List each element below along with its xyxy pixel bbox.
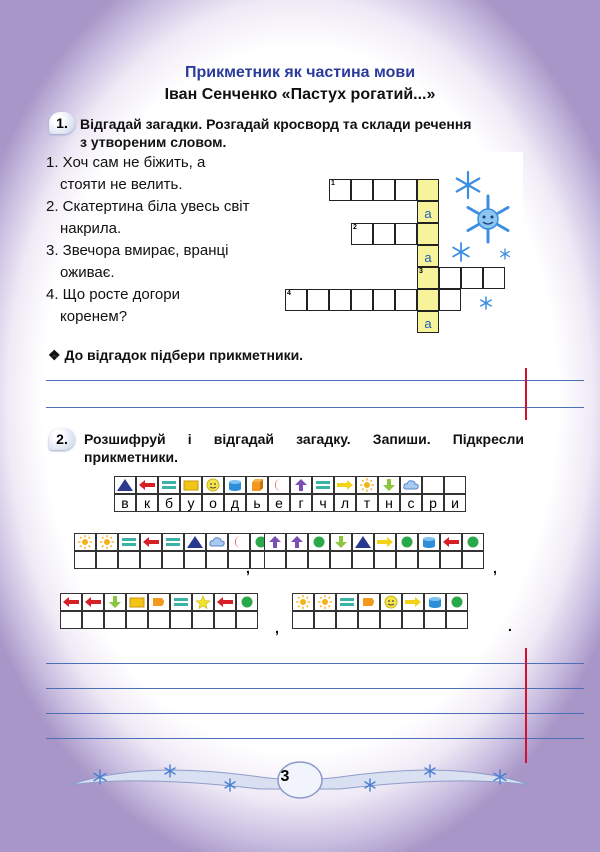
arrow-left-icon xyxy=(60,593,82,611)
page-number: 3 xyxy=(280,768,290,785)
answer-cell[interactable] xyxy=(330,551,352,569)
work-title: Іван Сенченко «Пастух рогатий...» xyxy=(164,86,436,103)
snowflake-icon xyxy=(499,248,511,260)
answer-cell[interactable] xyxy=(286,551,308,569)
arrow-right-icon xyxy=(402,593,424,611)
crossword-key-cell[interactable]: 3 xyxy=(417,267,439,289)
margin-line xyxy=(525,648,527,763)
crescent-icon xyxy=(268,476,290,494)
task-1-line-2: з утвореним словом. xyxy=(80,134,227,150)
answer-cell[interactable] xyxy=(396,551,418,569)
arrow-down-icon xyxy=(330,533,352,551)
circle-icon xyxy=(446,593,468,611)
answer-cell[interactable] xyxy=(314,611,336,629)
answer-cell[interactable] xyxy=(170,611,192,629)
task-2-text xyxy=(84,430,524,466)
arrow-left-icon xyxy=(214,593,236,611)
sun-icon xyxy=(74,533,96,551)
crossword-cell[interactable] xyxy=(373,179,395,201)
answer-cell[interactable] xyxy=(440,551,462,569)
answer-cell[interactable] xyxy=(140,551,162,569)
arrow-up-icon xyxy=(290,476,312,494)
circle-icon xyxy=(462,533,484,551)
crossword-cell[interactable]: 1 xyxy=(329,179,351,201)
answer-cell[interactable] xyxy=(264,551,286,569)
key-letter: л xyxy=(334,494,356,512)
crossword-cell[interactable] xyxy=(329,289,351,311)
answer-cell[interactable] xyxy=(192,611,214,629)
task-1-text xyxy=(80,115,471,151)
answer-cell[interactable] xyxy=(352,551,374,569)
snowflake-icon xyxy=(451,242,471,262)
sun-icon xyxy=(356,476,378,494)
key-letter: г xyxy=(290,494,312,512)
writing-line[interactable] xyxy=(46,688,584,689)
pentagon-icon xyxy=(148,593,170,611)
arrow-right-icon xyxy=(334,476,356,494)
answer-cell[interactable] xyxy=(96,551,118,569)
crossword-key-cell[interactable]: а xyxy=(417,245,439,267)
task-1-line-1: Відгадай загадки. Розгадай кросворд та склади речення xyxy=(80,116,472,132)
crossword-cell[interactable] xyxy=(373,223,395,245)
answer-cell[interactable] xyxy=(148,611,170,629)
riddle-line: 4. Що росте догори xyxy=(46,286,180,303)
cylinder-icon xyxy=(424,593,446,611)
key-letter: е xyxy=(268,494,290,512)
key-letter: у xyxy=(180,494,202,512)
bars-icon xyxy=(312,476,334,494)
crossword-cell[interactable] xyxy=(461,267,483,289)
writing-line[interactable] xyxy=(46,663,584,664)
topic-title: Прикметник як частина мови xyxy=(184,64,416,81)
circle-icon xyxy=(308,533,330,551)
rectangle-icon xyxy=(180,476,202,494)
crossword-cell[interactable] xyxy=(395,179,417,201)
rectangle-icon xyxy=(126,593,148,611)
riddle-line: оживає. xyxy=(60,264,115,281)
answer-cell[interactable] xyxy=(236,611,258,629)
answer-cell[interactable] xyxy=(424,611,446,629)
period: . xyxy=(508,618,512,634)
comma: , xyxy=(246,560,250,576)
crossword-cell[interactable] xyxy=(483,267,505,289)
writing-line[interactable] xyxy=(46,407,584,408)
crossword-cell[interactable]: 2 xyxy=(351,223,373,245)
bars-icon xyxy=(336,593,358,611)
task-1-badge: 1. xyxy=(49,112,75,134)
arrow-down-icon xyxy=(104,593,126,611)
key-symbol-cell xyxy=(444,476,466,494)
key-letter: б xyxy=(158,494,180,512)
task-2-line-2: прикметники. xyxy=(84,449,179,465)
answer-cell[interactable] xyxy=(104,611,126,629)
crossword-cell[interactable] xyxy=(307,289,329,311)
smiley-icon xyxy=(202,476,224,494)
answer-cell[interactable] xyxy=(308,551,330,569)
bars-icon xyxy=(118,533,140,551)
crossword-key-cell[interactable] xyxy=(417,223,439,245)
cloud-icon xyxy=(206,533,228,551)
answer-cell[interactable] xyxy=(374,551,396,569)
key-letter: ь xyxy=(246,494,268,512)
smiley-icon xyxy=(380,593,402,611)
bars-icon xyxy=(162,533,184,551)
arrow-right-icon xyxy=(374,533,396,551)
key-letter: о xyxy=(202,494,224,512)
answer-cell[interactable] xyxy=(206,551,228,569)
margin-line xyxy=(525,368,527,420)
answer-cell[interactable] xyxy=(418,551,440,569)
triangle-icon xyxy=(352,533,374,551)
key-letter: с xyxy=(400,494,422,512)
riddles-list xyxy=(46,152,278,328)
answer-cell[interactable] xyxy=(380,611,402,629)
answer-cell[interactable] xyxy=(462,551,484,569)
writing-line[interactable] xyxy=(46,380,584,381)
sun-icon xyxy=(314,593,336,611)
riddle-line: накрила. xyxy=(60,220,122,237)
answer-cell[interactable] xyxy=(82,611,104,629)
key-symbol-cell xyxy=(422,476,444,494)
key-letter: ч xyxy=(312,494,334,512)
riddle-line: стояти не велить. xyxy=(60,176,183,193)
answer-cell[interactable] xyxy=(162,551,184,569)
crossword-key-cell[interactable] xyxy=(417,179,439,201)
triangle-icon xyxy=(184,533,206,551)
arrow-left-icon xyxy=(440,533,462,551)
crossword-key-cell[interactable] xyxy=(417,289,439,311)
task-2-badge: 2. xyxy=(49,428,75,450)
crossword-cell[interactable] xyxy=(439,289,461,311)
cube-icon xyxy=(246,476,268,494)
smiling-snowflake-icon xyxy=(463,194,513,244)
key-letter: н xyxy=(378,494,400,512)
answer-cell[interactable] xyxy=(292,611,314,629)
answer-cell[interactable] xyxy=(118,551,140,569)
crossword-cell[interactable] xyxy=(351,289,373,311)
comma: , xyxy=(493,560,497,576)
riddle-line: 2. Скатертина біла увесь світ xyxy=(46,198,250,215)
key-letter: д xyxy=(224,494,246,512)
riddle-line: 3. Звечора вмирає, вранці xyxy=(46,242,229,259)
circle-icon xyxy=(236,593,258,611)
comma: , xyxy=(275,620,279,636)
answer-cell[interactable] xyxy=(126,611,148,629)
writing-line[interactable] xyxy=(46,713,584,714)
arrow-left-icon xyxy=(140,533,162,551)
crossword-cell[interactable] xyxy=(439,267,461,289)
footer-ornament xyxy=(60,755,540,805)
crossword-key-cell[interactable]: а xyxy=(417,201,439,223)
crossword-cell[interactable] xyxy=(351,179,373,201)
cylinder-icon xyxy=(418,533,440,551)
answer-cell[interactable] xyxy=(336,611,358,629)
crossword-cell[interactable] xyxy=(395,289,417,311)
crossword-cell[interactable] xyxy=(373,289,395,311)
writing-line[interactable] xyxy=(46,738,584,739)
bars-icon xyxy=(170,593,192,611)
answer-cell[interactable] xyxy=(60,611,82,629)
answer-cell[interactable] xyxy=(74,551,96,569)
arrow-left-icon xyxy=(82,593,104,611)
bars-icon xyxy=(158,476,180,494)
arrow-up-icon xyxy=(264,533,286,551)
crossword-cell[interactable]: 4 xyxy=(285,289,307,311)
arrow-left-icon xyxy=(136,476,158,494)
answer-cell[interactable] xyxy=(402,611,424,629)
arrow-down-icon xyxy=(378,476,400,494)
pentagon-icon xyxy=(358,593,380,611)
sun-icon xyxy=(96,533,118,551)
key-letter: т xyxy=(356,494,378,512)
crossword-panel xyxy=(283,152,523,338)
answer-cell[interactable] xyxy=(446,611,468,629)
riddle-line: 1. Хоч сам не біжить, а xyxy=(46,154,206,171)
task-2-line-1: Розшифруй і відгадай загадку. Запиши. Підкресли xyxy=(84,431,524,447)
answer-cell[interactable] xyxy=(214,611,236,629)
circle-icon xyxy=(396,533,418,551)
star-icon xyxy=(192,593,214,611)
answer-cell[interactable] xyxy=(184,551,206,569)
triangle-icon xyxy=(114,476,136,494)
key-letter: р xyxy=(422,494,444,512)
key-letter: и xyxy=(444,494,466,512)
crossword-key-cell[interactable]: а xyxy=(417,311,439,333)
subtask-instruction: ❖ До відгадок підбери прикметники. xyxy=(48,347,304,363)
crescent-icon xyxy=(228,533,250,551)
cloud-icon xyxy=(400,476,422,494)
crossword-cell[interactable] xyxy=(395,223,417,245)
sun-icon xyxy=(292,593,314,611)
answer-cell[interactable] xyxy=(358,611,380,629)
snowflake-icon xyxy=(479,296,493,310)
arrow-up-icon xyxy=(286,533,308,551)
key-letter: в xyxy=(114,494,136,512)
cylinder-icon xyxy=(224,476,246,494)
riddle-line: коренем? xyxy=(60,308,128,325)
key-letter: к xyxy=(136,494,158,512)
